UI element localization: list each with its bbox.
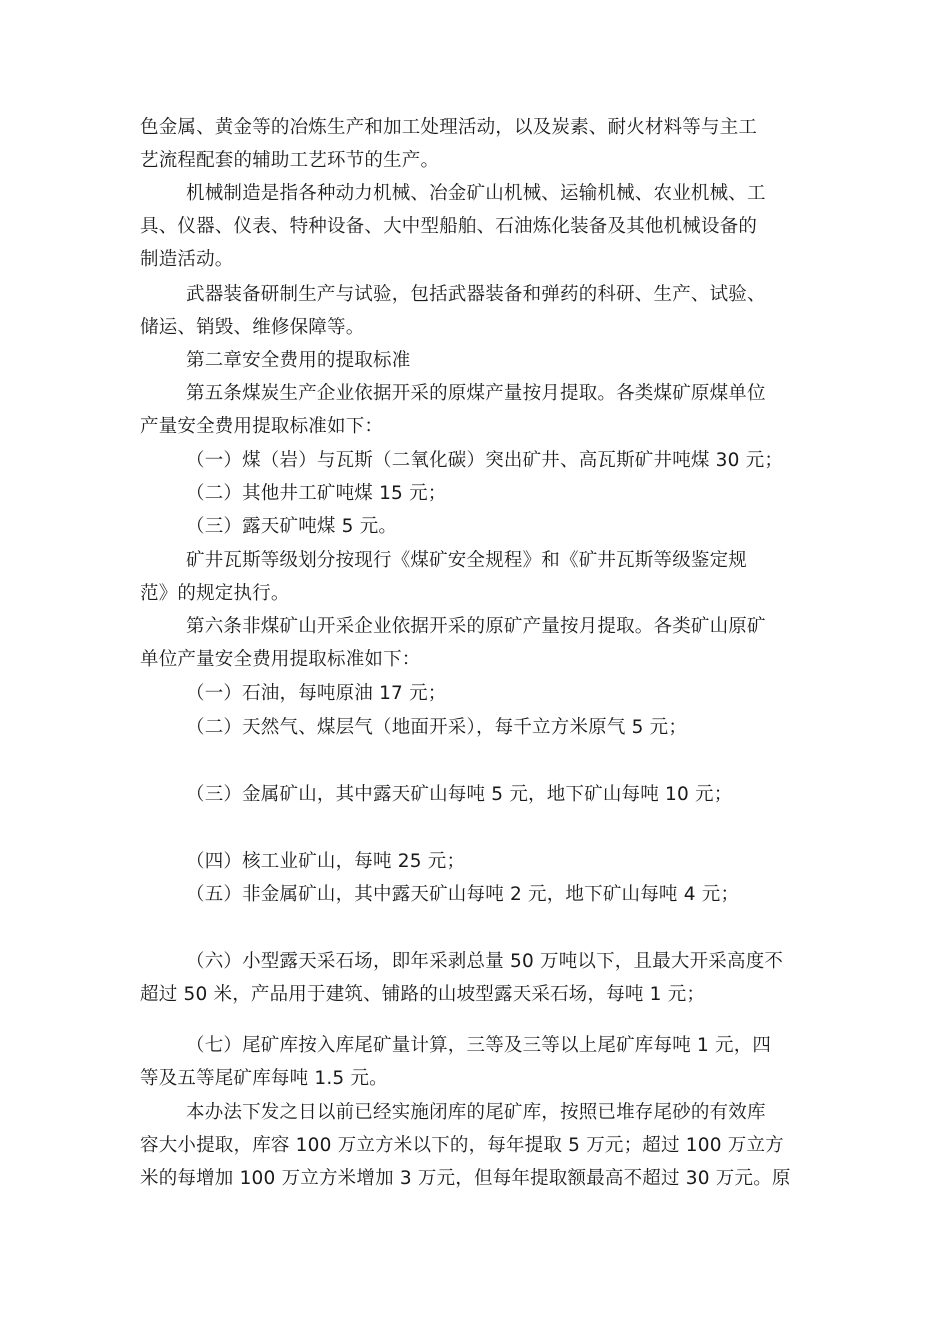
text-line: 矿井瓦斯等级划分按现行《煤矿安全规程》和《矿井瓦斯等级鉴定规 <box>186 550 748 571</box>
text-line: 机械制造是指各种动力机械、冶金矿山机械、运输机械、农业机械、工 <box>186 183 766 204</box>
text-line: 超过 50 米，产品用于建筑、铺路的山坡型露天采石场，每吨 1 元； <box>140 984 706 1005</box>
article-6: 第六条非煤矿山开采企业依据开采的原矿产量按月提取。各类矿山原矿 <box>186 616 766 637</box>
text-line: 范》的规定执行。 <box>140 583 290 604</box>
list-item: （一）石油，每吨原油 17 元； <box>186 683 447 704</box>
list-item: （二）其他井工矿吨煤 15 元； <box>186 483 447 504</box>
list-item: （七）尾矿库按入库尾矿量计算，三等及三等以上尾矿库每吨 1 元，四 <box>186 1035 772 1056</box>
text-line: 米的每增加 100 万立方米增加 3 万元，但每年提取额最高不超过 30 万元。原 <box>140 1168 791 1189</box>
text-line: 艺流程配套的辅助工艺环节的生产。 <box>140 150 440 171</box>
chapter-heading: 第二章安全费用的提取标准 <box>186 350 411 371</box>
list-item: （三）金属矿山，其中露天矿山每吨 5 元，地下矿山每吨 10 元； <box>186 784 733 805</box>
text-line: 储运、销毁、维修保障等。 <box>140 317 365 338</box>
text-line: 武器装备研制生产与试验，包括武器装备和弹药的科研、生产、试验、 <box>186 284 766 305</box>
article-5: 第五条煤炭生产企业依据开采的原煤产量按月提取。各类煤矿原煤单位 <box>186 383 766 404</box>
text-line: 容大小提取，库容 100 万立方米以下的，每年提取 5 万元；超过 100 万立方 <box>140 1135 784 1156</box>
text-line: 产量安全费用提取标准如下： <box>140 416 384 437</box>
list-item: （三）露天矿吨煤 5 元。 <box>186 516 398 537</box>
list-item: （一）煤（岩）与瓦斯（二氧化碳）突出矿井、高瓦斯矿井吨煤 30 元； <box>186 450 784 471</box>
list-item: （五）非金属矿山，其中露天矿山每吨 2 元，地下矿山每吨 4 元； <box>186 884 740 905</box>
text-line: 等及五等尾矿库每吨 1.5 元。 <box>140 1068 388 1089</box>
text-line: 单位产量安全费用提取标准如下： <box>140 649 421 670</box>
list-item: （二）天然气、煤层气（地面开采），每千立方米原气 5 元； <box>186 717 688 738</box>
text-line: 制造活动。 <box>140 249 234 270</box>
list-item: （四）核工业矿山，每吨 25 元； <box>186 851 466 872</box>
text-line: 色金属、黄金等的冶炼生产和加工处理活动，以及炭素、耐火材料等与主工 <box>140 117 758 138</box>
text-line: 具、仪器、仪表、特种设备、大中型船舶、石油炼化装备及其他机械设备的 <box>140 216 758 237</box>
list-item: （六）小型露天采石场，即年采剥总量 50 万吨以下，且最大开采高度不 <box>186 951 784 972</box>
text-line: 本办法下发之日以前已经实施闭库的尾矿库，按照已堆存尾砂的有效库 <box>186 1102 766 1123</box>
